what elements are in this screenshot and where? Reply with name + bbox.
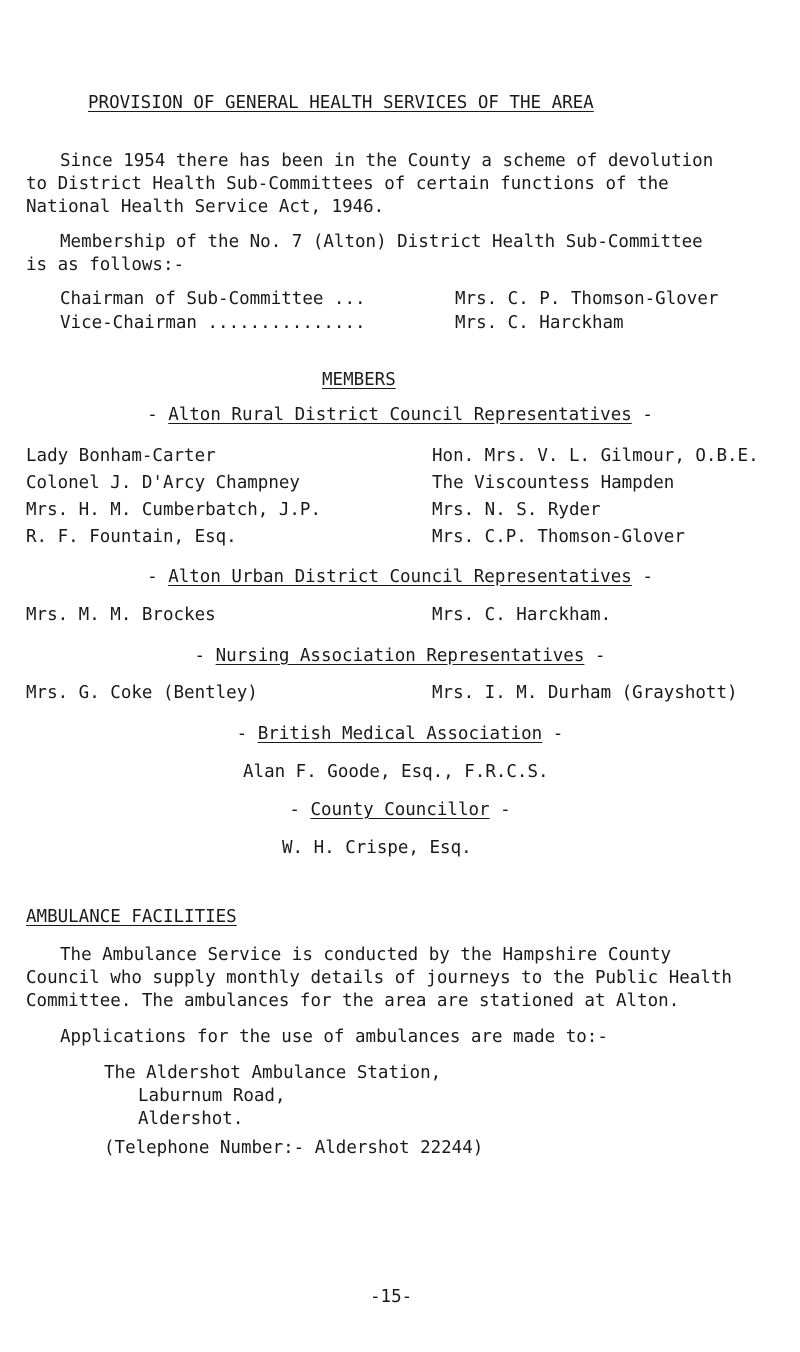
chairman-role: Chairman of Sub-Committee ... (60, 289, 366, 309)
applications-line: Applications for the use of ambulances are made to:- (60, 1027, 608, 1047)
page-heading: PROVISION OF GENERAL HEALTH SERVICES OF THE AREA (88, 93, 594, 113)
members-heading: MEMBERS (322, 370, 396, 390)
rural-heading-text: Alton Rural District Council Representatives (168, 405, 632, 425)
rural-member: The Viscountess Hampden (432, 473, 675, 493)
chairman-name: Mrs. C. P. Thomson-Glover (455, 289, 719, 309)
county-heading-text: County Councillor (310, 800, 490, 820)
rural-member: R. F. Fountain, Esq. (26, 527, 237, 547)
urban-heading: - Alton Urban District Council Representatives - (147, 567, 653, 587)
urban-heading-text: Alton Urban District Council Representatives (168, 567, 632, 587)
county-heading: - County Councillor - (289, 800, 511, 820)
ambulance-line: Committee. The ambulances for the area are stationed at Alton. (26, 991, 680, 1011)
rural-member: Lady Bonham-Carter (26, 446, 216, 466)
intro-line: Since 1954 there has been in the County a scheme of devolution (60, 151, 714, 171)
bma-heading-text: British Medical Association (257, 724, 543, 744)
bma-member: Alan F. Goode, Esq., F.R.C.S. (243, 762, 549, 782)
bma-heading: - British Medical Association - (236, 724, 564, 744)
rural-heading: - Alton Rural District Council Representatives - (147, 405, 653, 425)
rural-member: Mrs. C.P. Thomson-Glover (432, 527, 685, 547)
ambulance-heading: AMBULANCE FACILITIES (26, 907, 237, 927)
nursing-heading-text: Nursing Association Representatives (215, 646, 585, 666)
vice-chairman-role: Vice-Chairman ............... (60, 313, 366, 333)
membership-line: Membership of the No. 7 (Alton) District Health Sub-Committee (60, 232, 703, 252)
page-number: -15- (370, 1287, 413, 1307)
rural-member: Mrs. H. M. Cumberbatch, J.P. (26, 500, 322, 520)
ambulance-line: The Ambulance Service is conducted by the Hampshire County (60, 945, 672, 965)
address-line: Laburnum Road, (138, 1086, 286, 1106)
rural-member: Colonel J. D'Arcy Champney (26, 473, 300, 493)
address-line: Aldershot. (138, 1109, 244, 1129)
nursing-heading: - Nursing Association Representatives - (194, 646, 606, 666)
telephone-line: (Telephone Number:- Aldershot 22244) (104, 1138, 484, 1158)
county-member: W. H. Crispe, Esq. (282, 838, 472, 858)
rural-member: Hon. Mrs. V. L. Gilmour, O.B.E. (432, 446, 759, 466)
rural-member: Mrs. N. S. Ryder (432, 500, 601, 520)
urban-member: Mrs. M. M. Brockes (26, 605, 216, 625)
address-line: The Aldershot Ambulance Station, (104, 1063, 442, 1083)
nursing-member: Mrs. G. Coke (Bentley) (26, 683, 258, 703)
intro-line: to District Health Sub-Committees of certain functions of the (26, 174, 669, 194)
urban-member: Mrs. C. Harckham. (432, 605, 612, 625)
ambulance-line: Council who supply monthly details of journeys to the Public Health (26, 968, 732, 988)
vice-chairman-name: Mrs. C. Harckham (455, 313, 624, 333)
membership-line: is as follows:- (26, 255, 185, 275)
nursing-member: Mrs. I. M. Durham (Grayshott) (432, 683, 738, 703)
intro-line: National Health Service Act, 1946. (26, 197, 385, 217)
